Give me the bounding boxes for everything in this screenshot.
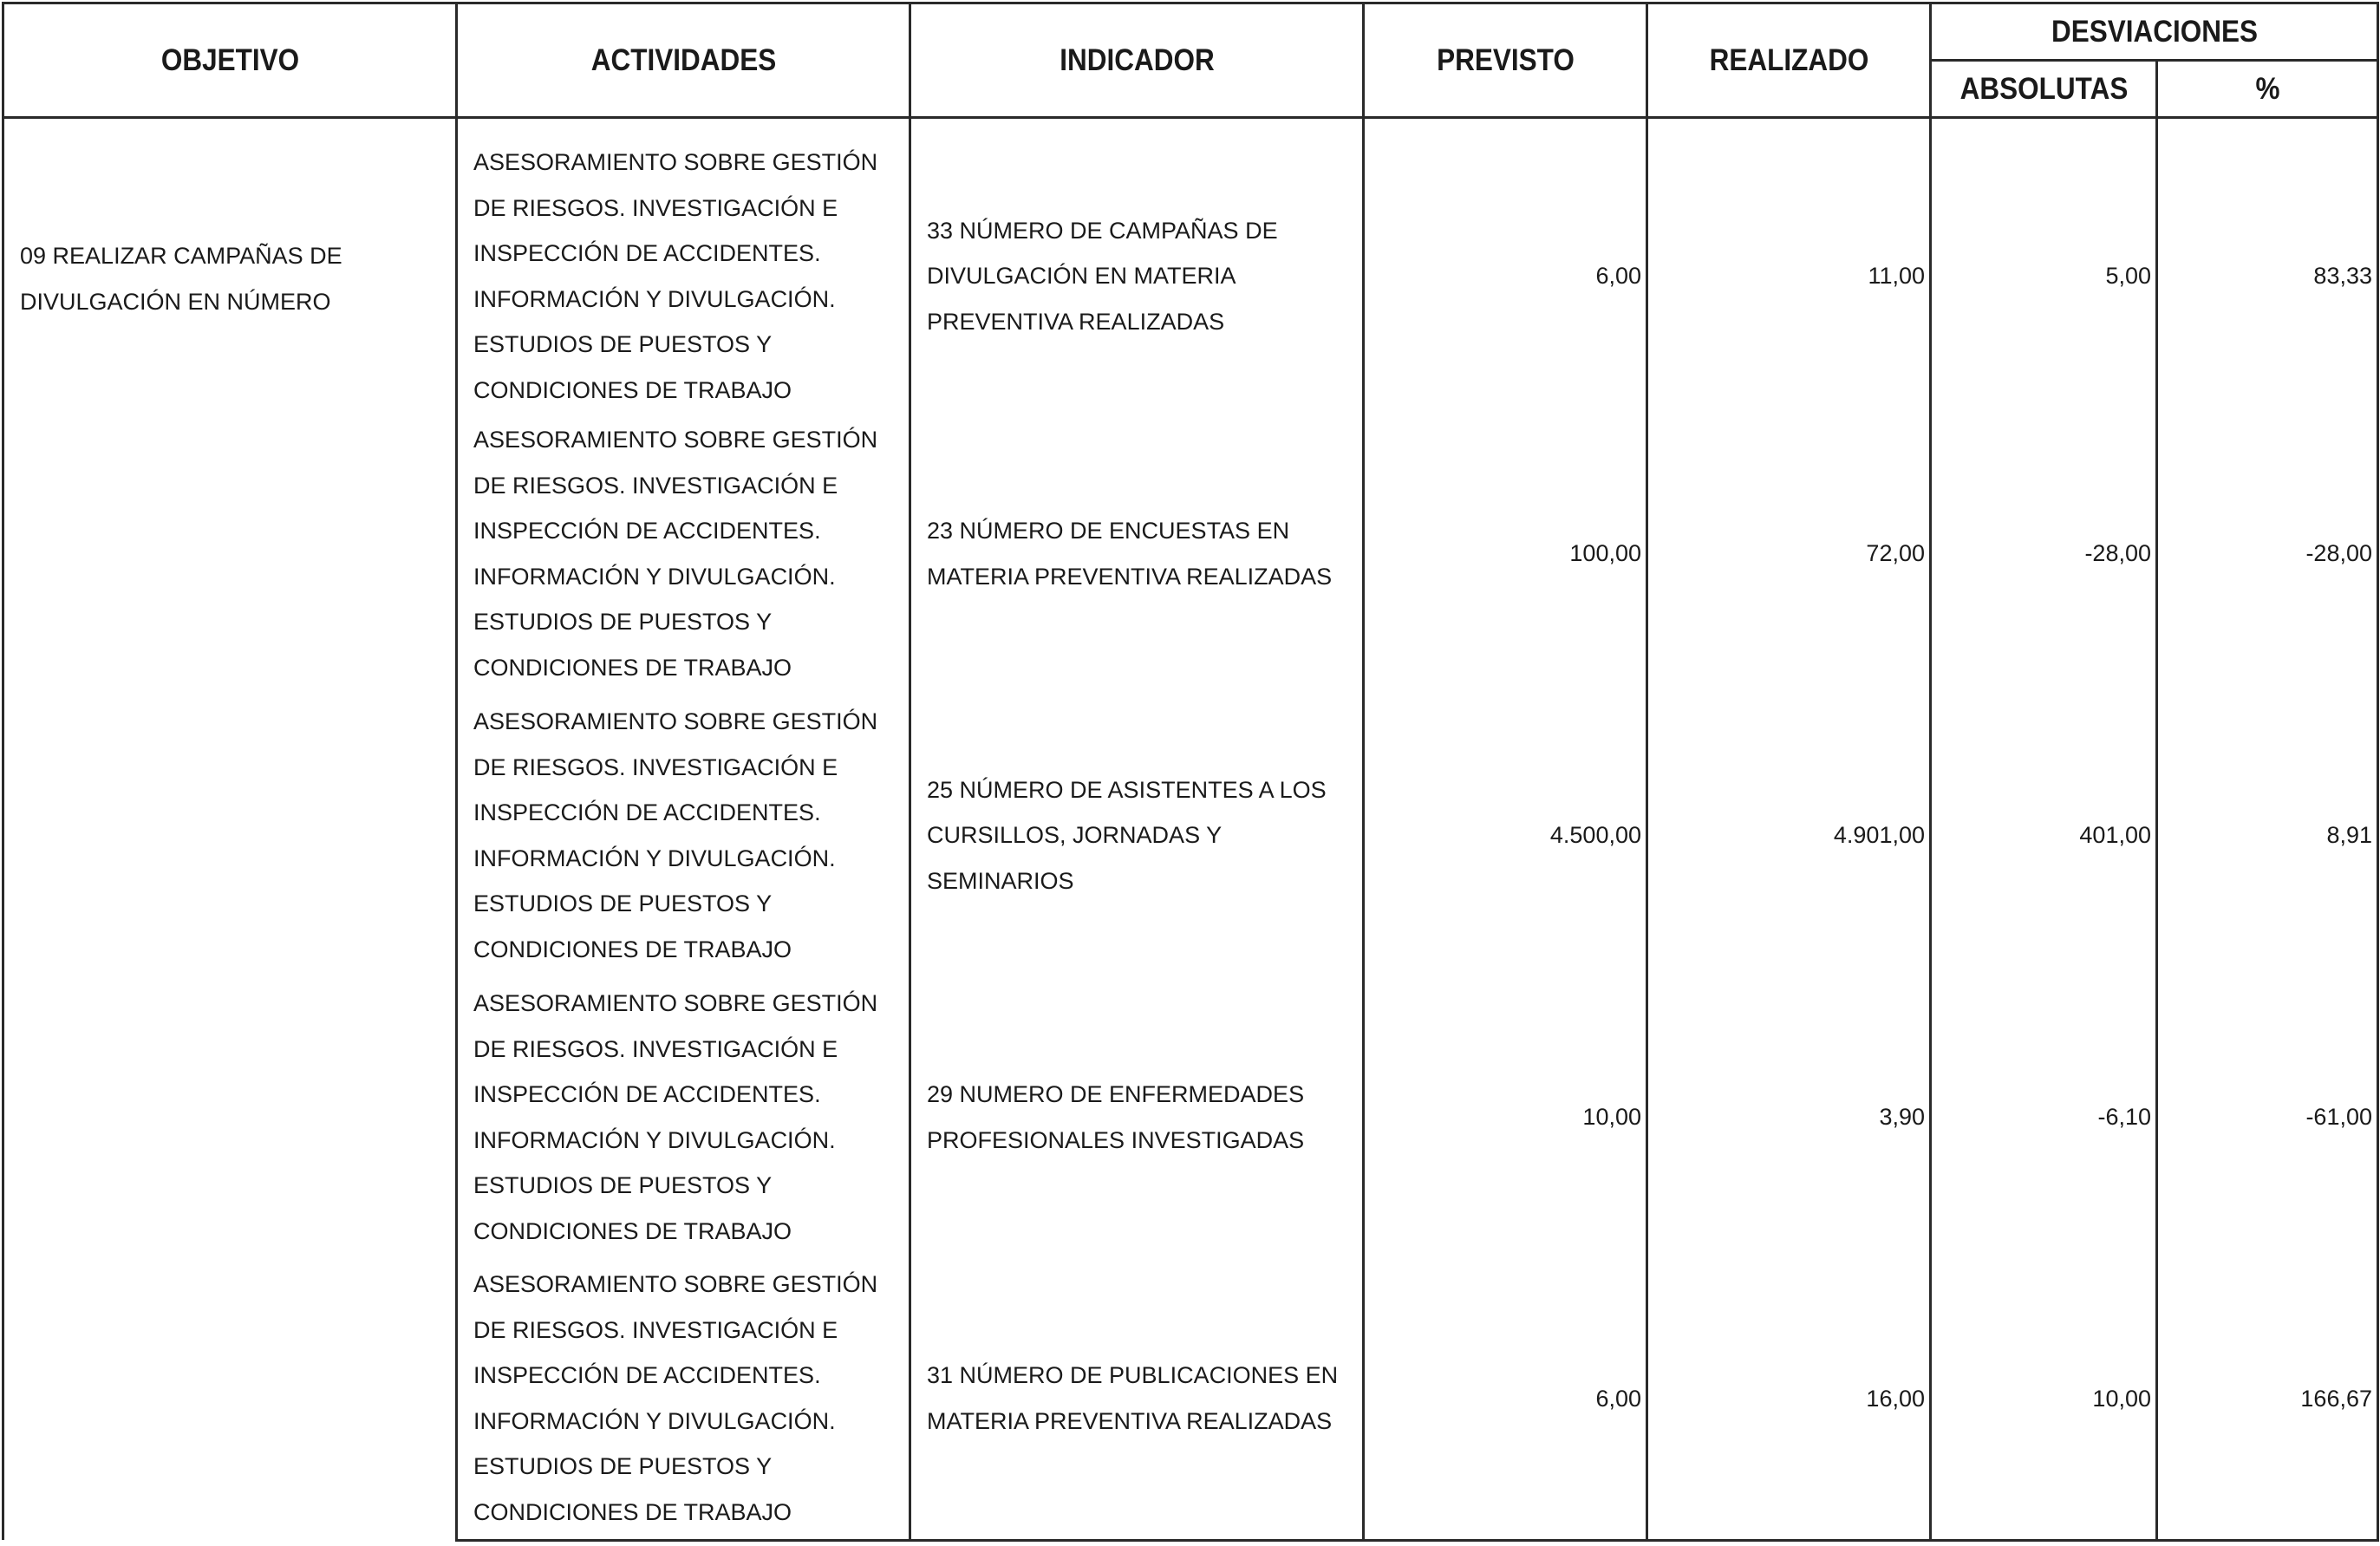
absolutas-cell: 401,00: [1931, 695, 2157, 976]
previsto-cell: 6,00: [1364, 118, 1647, 414]
realizado-cell: 72,00: [1647, 413, 1931, 695]
header-porcentaje: %: [2168, 61, 2367, 118]
header-indicador: INDICADOR: [933, 3, 1341, 118]
indicador-cell: 33 NÚMERO DE CAMPAÑAS DE DIVULGACIÓN EN MATERIA PREVENTIVA REALIZADAS: [910, 118, 1364, 414]
table-row: [3, 118, 2378, 414]
previsto-cell: 10,00: [1364, 976, 1647, 1258]
absolutas-cell: 5,00: [1931, 118, 2157, 414]
realizado-cell: 3,90: [1647, 976, 1931, 1258]
header-desviaciones: DESVIACIONES: [1953, 3, 2355, 61]
porcentaje-cell: 8,91: [2157, 695, 2378, 976]
porcentaje-cell: 166,67: [2157, 1258, 2378, 1540]
actividades-cell: ASESORAMIENTO SOBRE GESTIÓN DE RIESGOS. INVESTIGACIÓN E INSPECCIÓN DE ACCIDENTES. INFORMACIÓN Y DIVULGACIÓN. ESTUDIOS DE PUESTOS Y CONDICIONES DE TRABAJO: [457, 1258, 910, 1540]
actividades-cell: ASESORAMIENTO SOBRE GESTIÓN DE RIESGOS. INVESTIGACIÓN E INSPECCIÓN DE ACCIDENTES. INFORMACIÓN Y DIVULGACIÓN. ESTUDIOS DE PUESTOS Y CONDICIONES DE TRABAJO: [457, 695, 910, 976]
previsto-cell: 4.500,00: [1364, 695, 1647, 976]
previsto-cell: 6,00: [1364, 1258, 1647, 1540]
indicador-cell: 25 NÚMERO DE ASISTENTES A LOS CURSILLOS, JORNADAS Y SEMINARIOS: [910, 695, 1364, 976]
header-realizado: REALIZADO: [1661, 3, 1916, 118]
actividades-cell: ASESORAMIENTO SOBRE GESTIÓN DE RIESGOS. INVESTIGACIÓN E INSPECCIÓN DE ACCIDENTES. INFORMACIÓN Y DIVULGACIÓN. ESTUDIOS DE PUESTOS Y CONDICIONES DE TRABAJO: [457, 118, 910, 414]
previsto-cell: 100,00: [1364, 413, 1647, 695]
actividades-cell: ASESORAMIENTO SOBRE GESTIÓN DE RIESGOS. INVESTIGACIÓN E INSPECCIÓN DE ACCIDENTES. INFORMACIÓN Y DIVULGACIÓN. ESTUDIOS DE PUESTOS Y CONDICIONES DE TRABAJO: [457, 413, 910, 695]
actividades-cell: ASESORAMIENTO SOBRE GESTIÓN DE RIESGOS. INVESTIGACIÓN E INSPECCIÓN DE ACCIDENTES. INFORMACIÓN Y DIVULGACIÓN. ESTUDIOS DE PUESTOS Y CONDICIONES DE TRABAJO: [457, 976, 910, 1258]
objetivo-cell: 09 REALIZAR CAMPAÑAS DE DIVULGACIÓN EN NÚMERO: [3, 118, 457, 1541]
realizado-cell: 11,00: [1647, 118, 1931, 414]
absolutas-cell: 10,00: [1931, 1258, 2157, 1540]
header-actividades: ACTIVIDADES: [479, 3, 888, 118]
absolutas-cell: -6,10: [1931, 976, 2157, 1258]
porcentaje-cell: -28,00: [2157, 413, 2378, 695]
header-objetivo: OBJETIVO: [26, 3, 434, 118]
table-body: [3, 118, 2378, 1541]
absolutas-cell: -28,00: [1931, 413, 2157, 695]
porcentaje-cell: 83,33: [2157, 118, 2378, 414]
indicador-cell: 23 NÚMERO DE ENCUESTAS EN MATERIA PREVENTIVA REALIZADAS: [910, 413, 1364, 695]
porcentaje-cell: -61,00: [2157, 976, 2378, 1258]
indicador-cell: 31 NÚMERO DE PUBLICACIONES EN MATERIA PREVENTIVA REALIZADAS: [910, 1258, 1364, 1540]
realizado-cell: 4.901,00: [1647, 695, 1931, 976]
realizado-cell: 16,00: [1647, 1258, 1931, 1540]
header-absolutas: ABSOLUTAS: [1942, 61, 2146, 118]
indicators-table: [2, 2, 2379, 1542]
indicador-cell: 29 NUMERO DE ENFERMEDADES PROFESIONALES INVESTIGADAS: [910, 976, 1364, 1258]
header-previsto: PREVISTO: [1378, 3, 1633, 118]
